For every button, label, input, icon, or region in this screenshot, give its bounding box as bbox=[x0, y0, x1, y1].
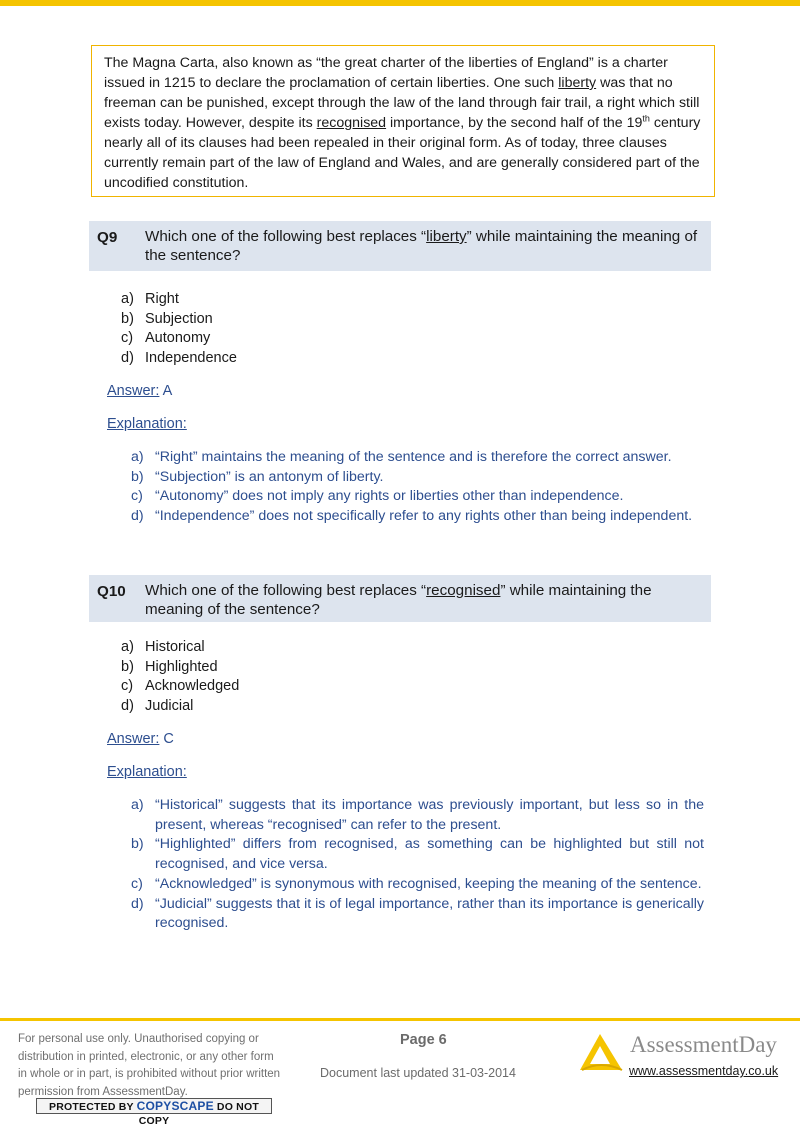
answer-value: C bbox=[159, 731, 174, 747]
option-d[interactable] bbox=[121, 349, 237, 369]
explanation-text: “Historical” suggests that its importance was previously important, but less so in the present, whereas “recognised” can refer to the present. bbox=[155, 797, 704, 833]
explanation-text: “Subjection” is an antonym of liberty. bbox=[155, 468, 384, 485]
explanation-text: “Right” maintains the meaning of the sentence and is therefore the correct answer. bbox=[155, 449, 672, 465]
option-letter: a) bbox=[121, 291, 134, 307]
explanation-letter: d) bbox=[131, 508, 144, 525]
answer-label: Answer: bbox=[107, 731, 160, 747]
option-a[interactable] bbox=[121, 638, 239, 658]
question-9-header bbox=[89, 221, 711, 271]
passage-text: century nearly all of its clauses had been repealed in their original form. As of today, three clauses currently remain part of the law of England and Wales, and are generally considered part of the uncodified constitution. bbox=[104, 115, 701, 191]
question-10-options bbox=[121, 638, 239, 716]
option-letter: d) bbox=[121, 349, 134, 366]
question-text-part: Which one of the following best replaces “ bbox=[145, 228, 427, 245]
question-text bbox=[145, 228, 701, 265]
explanation-text: “Highlighted” differs from recognised, as something can be highlighted but still not recognised, and vice versa. bbox=[155, 836, 704, 873]
option-c[interactable] bbox=[121, 677, 239, 697]
explanation-letter: a) bbox=[131, 797, 144, 813]
question-10-header bbox=[89, 575, 711, 622]
question-text-part: ” while maintaining the meaning of the sentence? bbox=[145, 228, 698, 264]
question-10-answer bbox=[107, 731, 174, 747]
top-accent-bar bbox=[0, 0, 800, 6]
question-number: Q9 bbox=[97, 229, 118, 246]
question-keyword: recognised bbox=[426, 582, 501, 599]
explanation-item bbox=[131, 796, 704, 835]
option-letter: b) bbox=[121, 310, 134, 327]
option-text: Autonomy bbox=[145, 330, 211, 347]
page-number: Page 6 bbox=[400, 1032, 447, 1048]
option-text: Acknowledged bbox=[145, 678, 240, 695]
question-9-explanation-label bbox=[107, 416, 187, 432]
option-letter: a) bbox=[121, 639, 134, 655]
footer-divider bbox=[0, 1018, 800, 1021]
option-b[interactable] bbox=[121, 310, 237, 330]
answer-label: Answer: bbox=[107, 383, 160, 399]
explanation-item bbox=[131, 895, 704, 934]
explanation-text: “Autonomy” does not imply any rights or liberties other than independence. bbox=[155, 488, 624, 505]
option-text: Judicial bbox=[145, 697, 194, 714]
assessmentday-logo-icon bbox=[578, 1030, 624, 1076]
option-c[interactable] bbox=[121, 329, 237, 349]
answer-value: A bbox=[159, 383, 173, 399]
copyscape-text: DO NOT COPY bbox=[138, 1101, 259, 1127]
option-d[interactable] bbox=[121, 697, 239, 717]
explanation-letter: b) bbox=[131, 836, 144, 853]
passage-text: importance, by the second half of the 19 bbox=[386, 115, 643, 131]
brand-url-link[interactable]: www.assessmentday.co.uk bbox=[629, 1064, 779, 1078]
explanation-label-text: Explanation: bbox=[107, 416, 187, 432]
reading-passage bbox=[91, 45, 715, 197]
passage-word-liberty: liberty bbox=[558, 75, 597, 91]
option-letter: c) bbox=[121, 678, 134, 695]
option-letter: d) bbox=[121, 697, 134, 714]
last-updated: Document last updated 31-03-2014 bbox=[320, 1066, 516, 1080]
passage-text: was that no freeman can be punished, except through the law of the land through fair trail, a right which still exists today. However, despite its bbox=[104, 75, 700, 131]
explanation-item bbox=[131, 487, 704, 507]
question-text bbox=[145, 582, 701, 619]
question-text-part: ” while maintaining the meaning of the sentence? bbox=[145, 582, 652, 618]
option-a[interactable] bbox=[121, 290, 237, 310]
question-keyword: liberty bbox=[426, 228, 467, 245]
explanation-item bbox=[131, 875, 704, 895]
copyscape-brand: COPYSCAPE bbox=[136, 1099, 214, 1113]
question-9-answer bbox=[107, 383, 172, 399]
option-letter: c) bbox=[121, 330, 134, 347]
passage-text: The Magna Carta, also known as “the great charter of the liberties of England” is a charter issued in 1215 to declare the proclamation of certain liberties. One such bbox=[104, 55, 668, 91]
brand-name: AssessmentDay bbox=[630, 1032, 777, 1057]
option-text: Independence bbox=[145, 349, 237, 366]
option-text: Highlighted bbox=[145, 658, 218, 675]
explanation-letter: d) bbox=[131, 895, 144, 912]
option-text: Historical bbox=[145, 639, 205, 655]
option-letter: b) bbox=[121, 658, 134, 675]
passage-superscript: th bbox=[642, 113, 650, 124]
copyscape-badge[interactable] bbox=[36, 1098, 272, 1127]
explanation-letter: c) bbox=[131, 488, 143, 505]
explanation-item bbox=[131, 835, 704, 874]
option-b[interactable] bbox=[121, 658, 239, 678]
question-9-options bbox=[121, 290, 237, 368]
question-number: Q10 bbox=[97, 583, 126, 600]
explanation-text: “Judicial” suggests that it is of legal importance, rather than its importance is generically recognised. bbox=[155, 895, 704, 932]
question-10-explanation-label bbox=[107, 764, 187, 780]
question-text-part: Which one of the following best replaces “ bbox=[145, 582, 427, 599]
explanation-item bbox=[131, 468, 704, 488]
explanation-label-text: Explanation: bbox=[107, 764, 187, 780]
explanation-item bbox=[131, 448, 704, 468]
passage-word-recognised: recognised bbox=[316, 115, 387, 131]
question-9-explanations bbox=[131, 448, 704, 527]
option-text: Subjection bbox=[145, 310, 213, 327]
explanation-letter: c) bbox=[131, 875, 143, 892]
copyscape-text: PROTECTED BY bbox=[49, 1101, 137, 1113]
option-text: Right bbox=[145, 291, 179, 307]
explanation-letter: a) bbox=[131, 449, 144, 465]
explanation-letter: b) bbox=[131, 468, 144, 485]
question-10-explanations bbox=[131, 796, 704, 934]
explanation-text: “Independence” does not specifically refer to any rights other than being independent. bbox=[155, 508, 693, 525]
copyright-notice: For personal use only. Unauthorised copying or distribution in printed, electronic, or any other form in whole or in part, is prohibited without prior written permission from AssessmentDay. bbox=[18, 1033, 281, 1098]
explanation-text: “Acknowledged” is synonymous with recognised, keeping the meaning of the sentence. bbox=[155, 875, 702, 892]
explanation-item bbox=[131, 507, 704, 527]
